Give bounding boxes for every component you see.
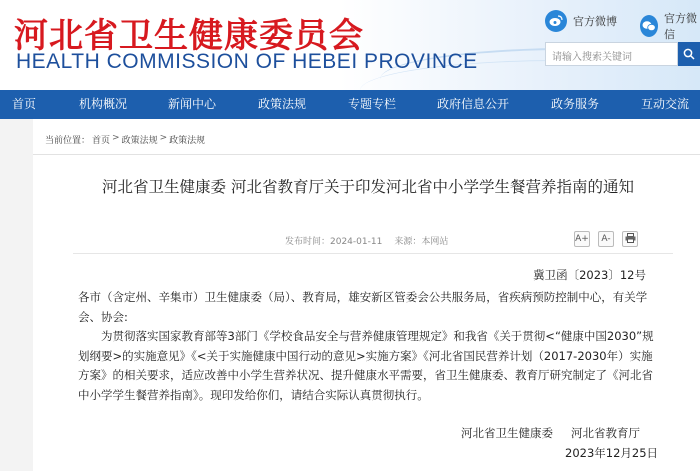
breadcrumb-separator: > <box>112 133 120 143</box>
search-button[interactable] <box>678 42 700 66</box>
body-paragraph: 为贯彻落实国家教育部等3部门《学校食品安全与营养健康管理规定》和我省《关于贯彻<“健康中国2030”规划纲要>的实施意见》《<关于实施健康中国行动的意见>实施方案》《河北省国民营养计划（2017-2030年）实施方案》的相关要求，适应改善中小学生营养状况、提升健康水平需要，省卫生健康委、教育厅研究制定了《河北省中小学学生餐营养指南》。现印发给你们，请结合实际认真贯彻执行。 <box>78 329 654 402</box>
wechat-label: 官方微信 <box>664 12 697 41</box>
site-title[interactable]: 河北省卫生健康委员会 <box>14 16 364 56</box>
wechat-link[interactable] <box>640 10 700 42</box>
nav-item-topics[interactable]: 专题专栏 <box>348 97 397 111</box>
nav-item-gov-info[interactable]: 政府信息公开 <box>437 97 510 111</box>
search-input[interactable]: 请输入搜索关键词 <box>545 42 678 66</box>
breadcrumb <box>45 133 205 146</box>
breadcrumb-home[interactable]: 首页 <box>92 136 111 146</box>
nav-item-services[interactable]: 政务服务 <box>551 97 600 111</box>
weibo-icon <box>545 10 567 32</box>
print-button[interactable] <box>622 231 638 247</box>
weibo-label: 官方微博 <box>573 15 617 28</box>
nav-item-home[interactable]: 首页 <box>12 97 37 111</box>
wechat-icon <box>640 15 658 37</box>
article-meta <box>285 234 448 247</box>
nav-item-about[interactable]: 机构概况 <box>79 97 128 111</box>
nav-item-policy[interactable]: 政策法规 <box>258 97 307 111</box>
signer-health-commission: 河北省卫生健康委 <box>461 426 553 440</box>
breadcrumb-current[interactable]: 政策法规 <box>169 136 206 146</box>
font-increase-button[interactable]: A+ <box>574 231 590 247</box>
sign-date: 2023年12月25日 <box>565 446 659 460</box>
signers <box>461 425 640 441</box>
divider <box>33 154 700 155</box>
article-title: 河北省卫生健康委 河北省教育厅关于印发河北省中小学学生餐营养指南的通知 <box>102 178 634 196</box>
publish-time: 发布时间：2024-01-11 <box>285 237 383 247</box>
weibo-link[interactable] <box>545 10 617 32</box>
document-number: 冀卫函〔2023〕12号 <box>533 268 646 282</box>
main-nav <box>0 90 700 119</box>
site-title-english: HEALTH COMMISSION OF HEBEI PROVINCE <box>16 50 478 73</box>
breadcrumb-separator: > <box>159 133 168 143</box>
site-header <box>0 0 700 90</box>
search-icon <box>683 45 695 64</box>
nav-item-news[interactable]: 新闻中心 <box>168 97 217 111</box>
breadcrumb-prefix: 当前位置： <box>45 136 91 146</box>
nav-item-interaction[interactable]: 互动交流 <box>641 97 690 111</box>
article-tools <box>574 231 638 247</box>
article-body <box>78 288 658 405</box>
font-decrease-button[interactable]: A- <box>598 231 614 247</box>
title-divider <box>73 253 673 254</box>
print-icon <box>625 233 636 246</box>
breadcrumb-policy[interactable]: 政策法规 <box>121 136 158 146</box>
recipient-paragraph: 各市（含定州、辛集市）卫生健康委（局）、教育局，雄安新区管委会公共服务局，省疾病预防控制中心，有关学会、协会: <box>78 290 648 324</box>
signer-education-department: 河北省教育厅 <box>571 426 640 440</box>
article-card <box>33 119 700 471</box>
article-source: 来源：本网站 <box>394 237 449 247</box>
